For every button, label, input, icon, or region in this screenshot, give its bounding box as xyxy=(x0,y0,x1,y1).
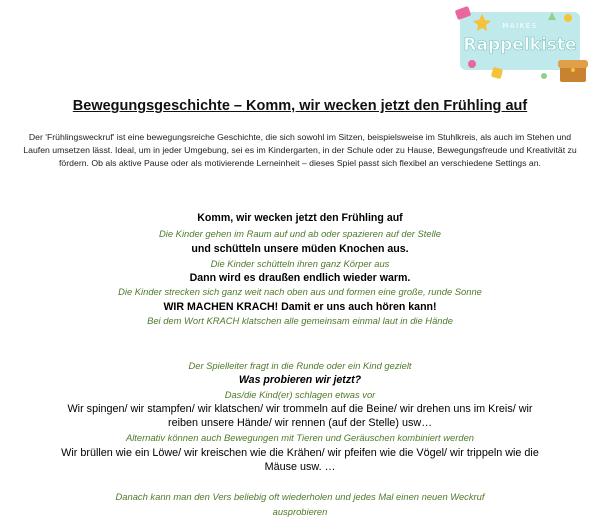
instruction-7: Alternativ können auch Bewegungen mit Tieren und Geräuschen kombiniert werden xyxy=(125,432,475,443)
examples-animals: Wir brüllen wie ein Löwe/ wir kreischen wie die Krähen/ wir pfeifen wie die Vögel/ wir trippeln wie die Mäuse usw. … xyxy=(61,447,539,473)
verse-line-1: Komm, wir wecken jetzt den Frühling auf xyxy=(197,212,403,224)
intro-paragraph: Der 'Frühlingsweckruf' ist eine bewegungsreiche Geschichte, die sich sowohl im Sitzen, beispielsweise im Stuhlkreis, als auch im Stehen und Laufen umsetzen lässt. Ideal, um in jeder Umgebung, sei es im Kindergarten, in der Schule oder zu Hause, Bewegungsfreude und Kreativität zu fördern. Ob als aktive Pause oder als motivierende Lerneinheit – dieses Spiel passt sich flexibel an verschiedene Settings an. xyxy=(23,132,577,168)
page-title: Bewegungsgeschichte – Komm, wir wecken jetzt den Frühling auf xyxy=(72,98,528,114)
verse-line-4: WIR MACHEN KRACH! Damit er uns auch hören kann! xyxy=(163,301,437,313)
question-line: Was probieren wir jetzt? xyxy=(238,374,362,386)
examples-movements: Wir spingen/ wir stampfen/ wir klatschen/ wir trommeln auf die Beine/ wir drehen uns im Kreis/ wir reiben unsere Hände/ wir rennen (auf der Stelle) usw… xyxy=(67,403,533,429)
verse-line-2: und schütteln unsere müden Knochen aus. xyxy=(191,243,409,255)
instruction-6: Das/die Kind(er) schlagen etwas vor xyxy=(224,389,376,400)
instruction-3: Die Kinder strecken sich ganz weit nach oben aus und formen eine große, runde Sonne xyxy=(118,286,482,297)
logo-small-text: MAIKES xyxy=(502,22,538,30)
instruction-2: Die Kinder schütteln ihren ganz Körper aus xyxy=(210,258,390,269)
rappelkiste-logo xyxy=(452,6,592,92)
logo-graphic xyxy=(452,6,592,92)
instruction-1: Die Kinder gehen im Raum auf und ab oder spazieren auf der Stelle xyxy=(159,228,441,239)
verse-line-3: Dann wird es draußen endlich wieder warm. xyxy=(189,272,411,284)
instruction-4: Bei dem Wort KRACH klatschen alle gemeinsam einmal laut in die Hände xyxy=(147,315,453,326)
instruction-5: Der Spielleiter fragt in die Runde oder ein Kind gezielt xyxy=(188,360,412,371)
logo-big-text: Rappelkiste xyxy=(463,35,577,55)
closing-note: Danach kann man den Vers beliebig oft wiederholen und jedes Mal einen neuen Weckruf ausprobieren xyxy=(115,491,485,517)
